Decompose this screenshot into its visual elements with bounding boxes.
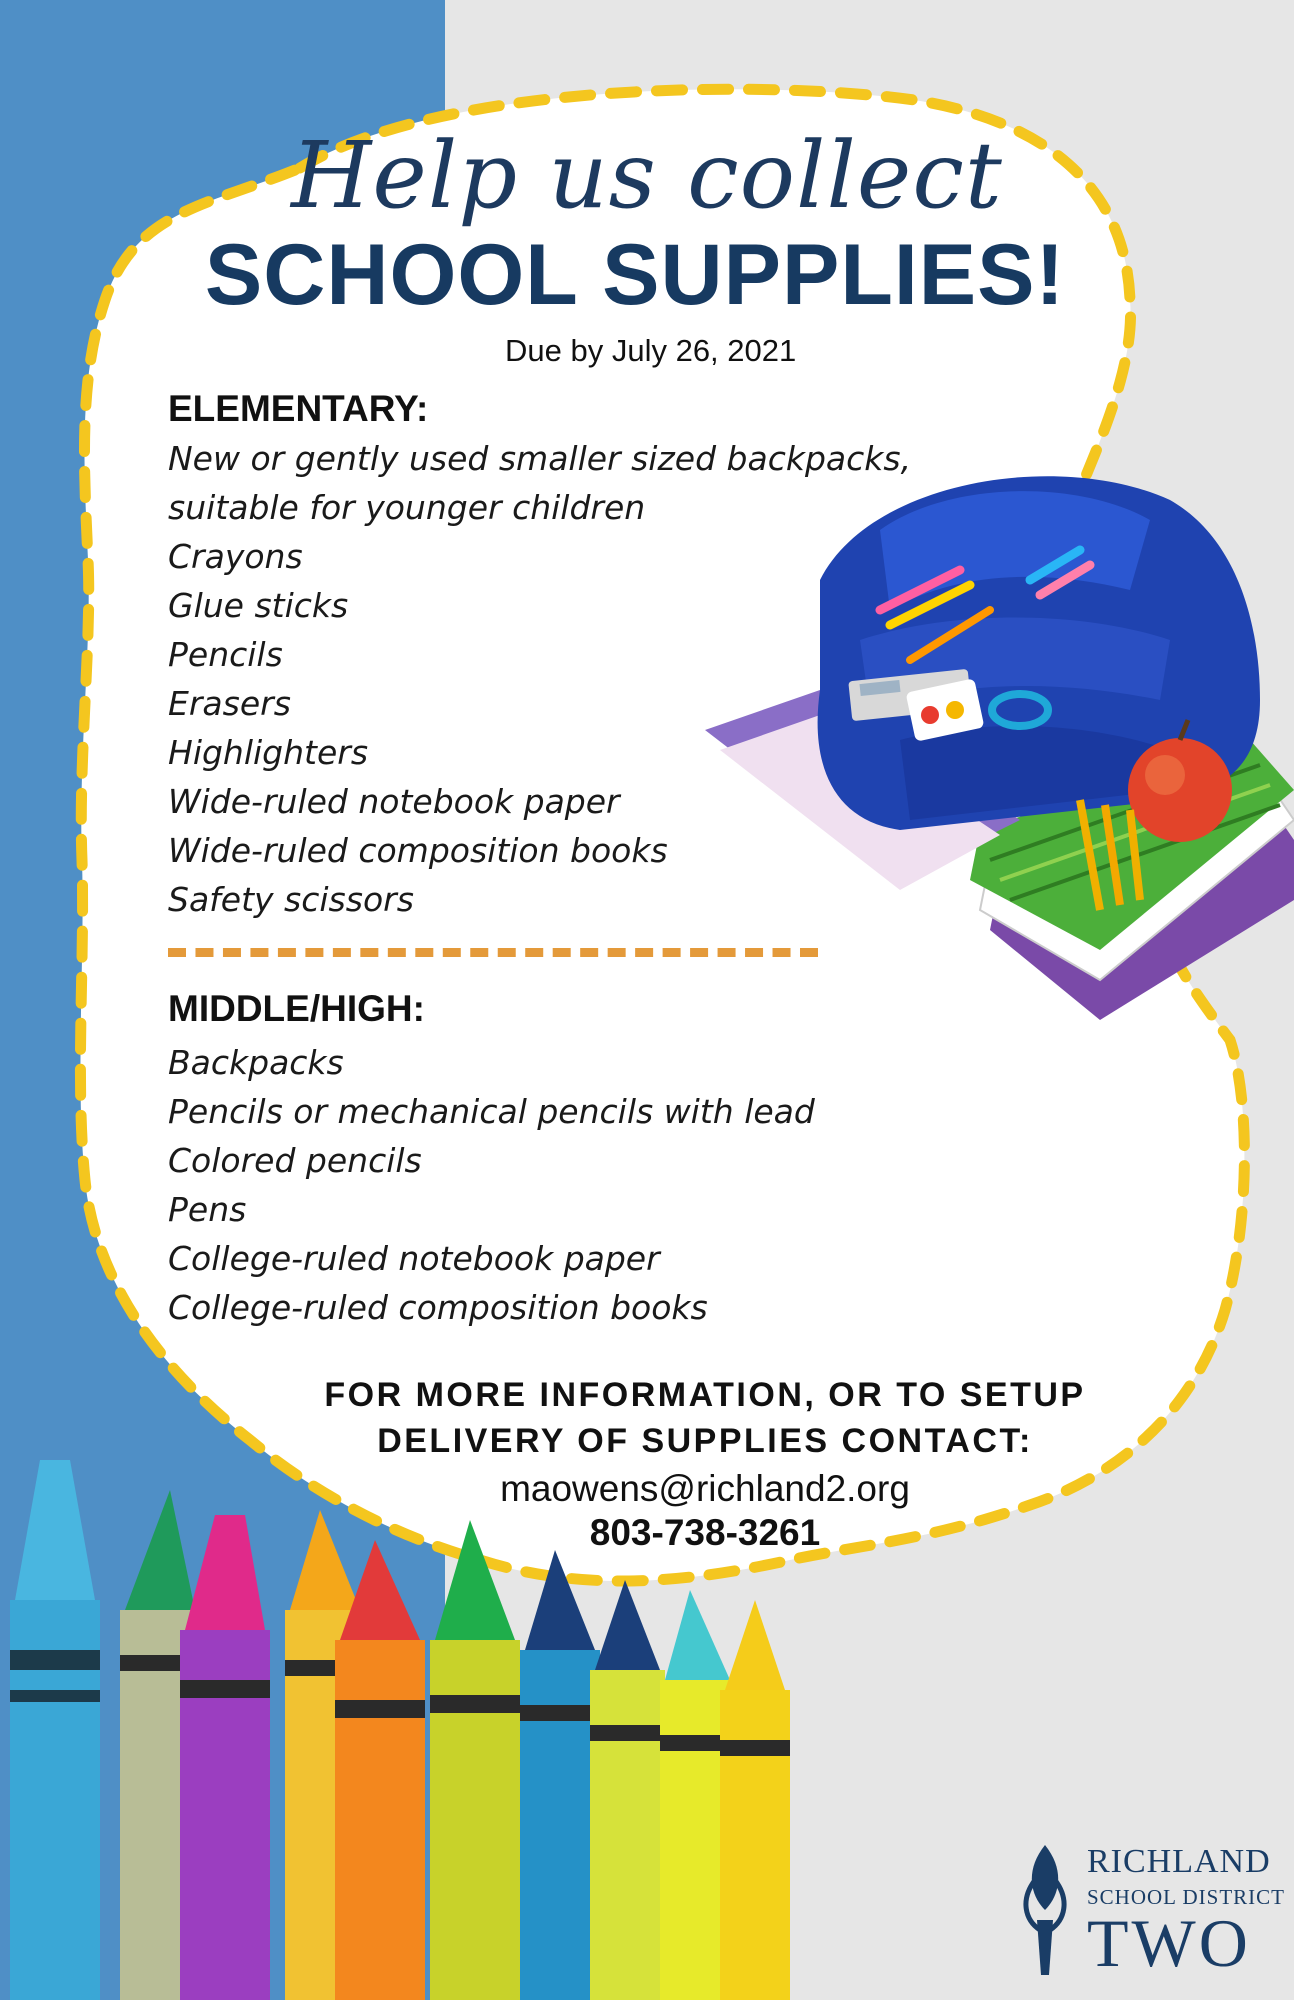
list-item: New or gently used smaller sized backpacks, [168,439,912,478]
list-item: Pens [168,1190,247,1229]
contact-phone[interactable]: 803-738-3261 [589,1512,821,1553]
list-item: Glue sticks [168,586,349,625]
contact-heading-line1: FOR MORE INFORMATION, OR TO SETUP [324,1376,1086,1414]
script-title: Help us collect [291,122,1003,229]
list-item: College-ruled notebook paper [168,1239,660,1278]
logo-line2: SCHOOL DISTRICT [1087,1885,1285,1909]
crayon [520,1550,600,2000]
backpack-illustration [700,460,1294,1030]
list-item: Pencils [168,635,283,674]
district-logo [1015,1835,1285,1990]
list-item: Wide-ruled notebook paper [168,782,620,821]
crayon [430,1520,520,2000]
list-item: Wide-ruled composition books [168,831,668,870]
contact-email[interactable]: maowens@richland2.org [500,1468,910,1509]
list-item: Erasers [168,684,291,723]
crayon [180,1515,270,2000]
crayons-illustration [0,1440,800,2000]
list-item: Highlighters [168,733,369,772]
logo-line1: RICHLAND [1087,1843,1271,1880]
contact-heading-line2: DELIVERY OF SUPPLIES CONTACT: [377,1422,1033,1460]
middle-high-heading: MIDDLE/HIGH: [168,988,425,1029]
crayon [720,1600,790,2000]
list-item: Backpacks [168,1043,344,1082]
main-title: SCHOOL SUPPLIES! [204,227,1066,323]
list-item: Pencils or mechanical pencils with lead [168,1092,815,1131]
due-date: Due by July 26, 2021 [505,333,797,368]
list-item: Crayons [168,537,303,576]
elementary-heading: ELEMENTARY: [168,388,429,429]
crayon [590,1580,665,2000]
logo-line3: TWO [1087,1905,1251,1981]
list-item: Safety scissors [168,880,414,919]
crayon [10,1460,100,2000]
list-item: College-ruled composition books [168,1288,708,1327]
middle-high-list [168,1038,815,1332]
list-item: Colored pencils [168,1141,422,1180]
list-item: suitable for younger children [168,488,646,527]
torch-flame-icon [1015,1840,1075,1980]
